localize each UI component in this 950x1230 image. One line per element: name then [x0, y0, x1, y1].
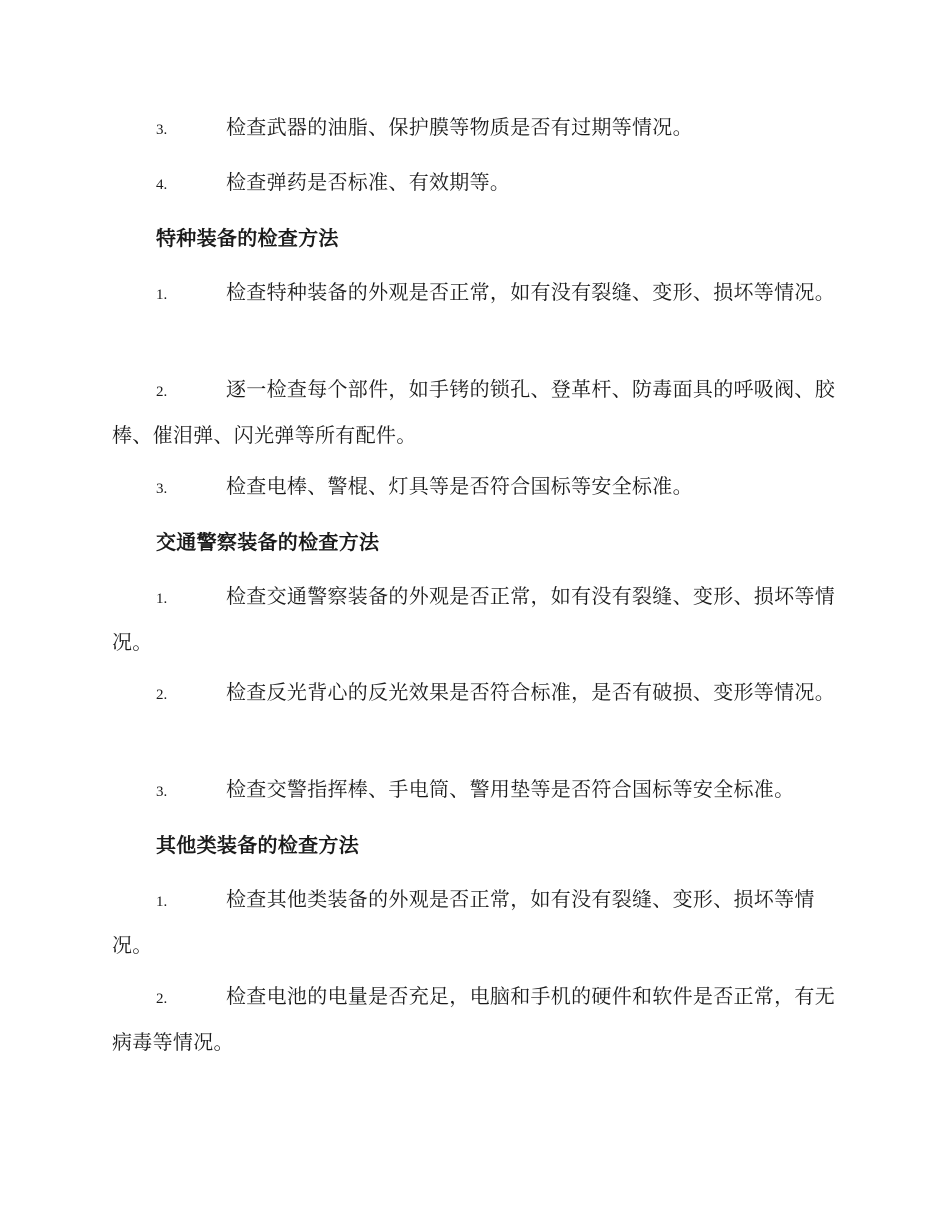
- item-number: 2.: [156, 384, 168, 400]
- item-text: 检查反光背心的反光效果是否符合标准，是否有破损、变形等情况。: [226, 680, 835, 704]
- item-text: 检查特种装备的外观是否正常，如有没有裂缝、变形、损坏等情况。: [226, 280, 835, 304]
- list-item: [112, 271, 836, 317]
- item-text: 检查电棒、警棍、灯具等是否符合国标等安全标准。: [226, 474, 693, 498]
- list-item: [112, 575, 836, 664]
- item-number: 3.: [156, 784, 168, 800]
- item-number: 4.: [156, 177, 168, 193]
- list-item: [112, 878, 836, 967]
- item-number: 2.: [156, 687, 168, 703]
- heading-other: 其他类装备的检查方法: [156, 833, 359, 857]
- item-number: 3.: [156, 122, 168, 138]
- item-number: 1.: [156, 287, 168, 303]
- item-text: 检查交警指挥棒、手电筒、警用垫等是否符合国标等安全标准。: [226, 777, 795, 801]
- item-text: 检查武器的油脂、保护膜等物质是否有过期等情况。: [226, 115, 693, 139]
- heading-traffic: 交通警察装备的检查方法: [156, 530, 380, 554]
- list-item: [112, 161, 836, 207]
- list-item: [112, 465, 836, 511]
- list-item: [112, 975, 836, 1064]
- list-item: [112, 671, 836, 717]
- item-text: 检查交通警察装备的外观是否正常，如有没有裂缝、变形、损坏等情况。: [112, 584, 835, 654]
- item-text: 逐一检查每个部件，如手铐的锁孔、登革杆、防毒面具的呼吸阀、胶棒、催泪弹、闪光弹等所有配件。: [112, 377, 835, 447]
- item-number: 1.: [156, 894, 168, 910]
- list-item: [112, 368, 836, 457]
- item-text: 检查电池的电量是否充足，电脑和手机的硬件和软件是否正常，有无病毒等情况。: [112, 984, 835, 1054]
- item-number: 3.: [156, 481, 168, 497]
- item-number: 1.: [156, 591, 168, 607]
- section-heading: [112, 528, 836, 556]
- item-text: 检查其他类装备的外观是否正常，如有没有裂缝、变形、损坏等情况。: [112, 887, 815, 957]
- item-number: 2.: [156, 991, 168, 1007]
- item-text: 检查弹药是否标准、有效期等。: [226, 170, 511, 194]
- heading-special: 特种装备的检查方法: [156, 226, 339, 250]
- section-heading: [112, 224, 836, 252]
- list-item: [112, 106, 836, 152]
- section-heading: [112, 831, 836, 859]
- list-item: [112, 768, 836, 814]
